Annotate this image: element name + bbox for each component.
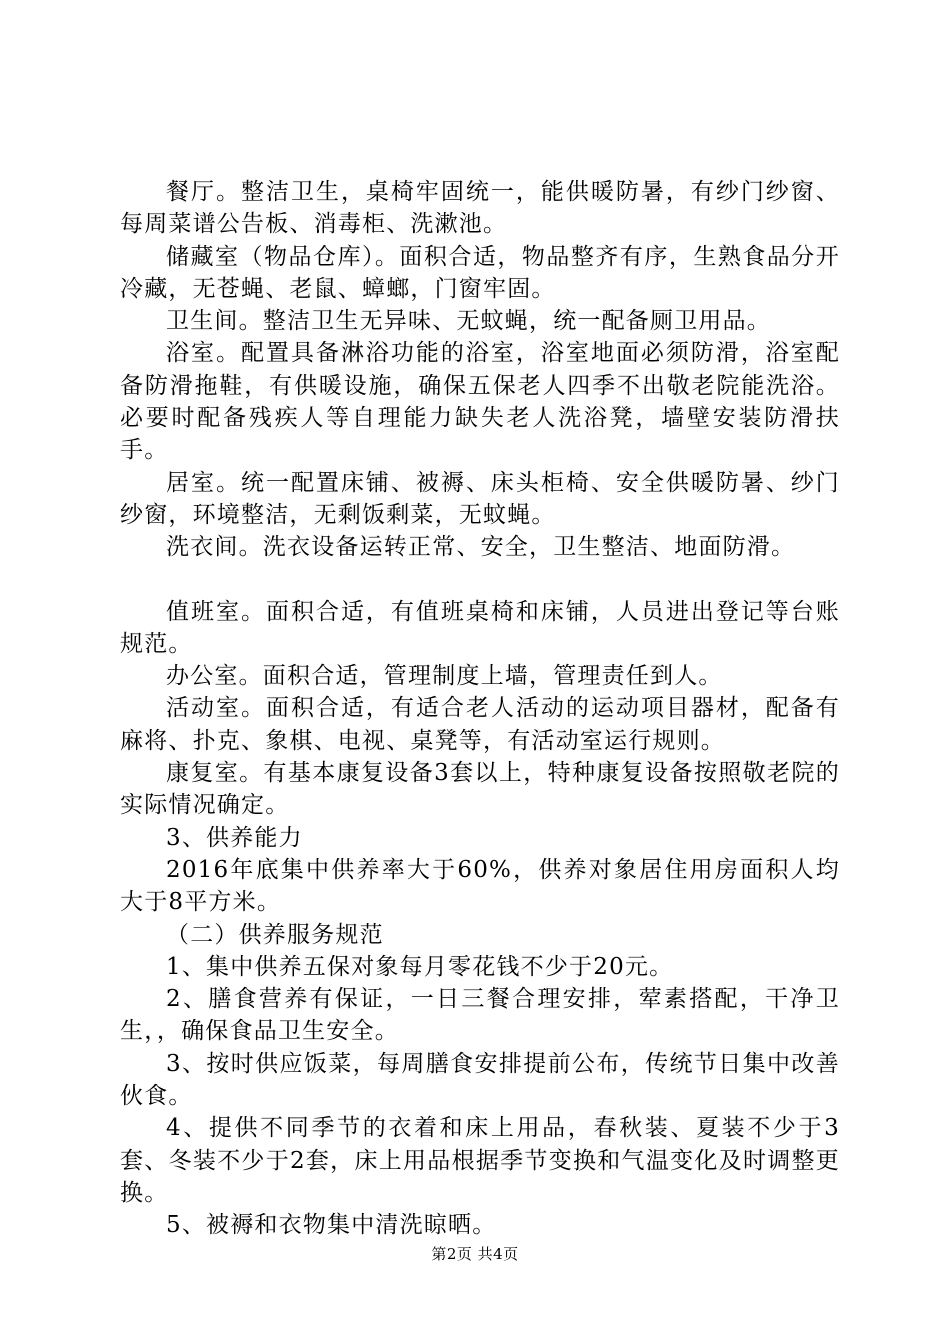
body-text <box>120 176 840 1242</box>
paragraph-rehab-room: 康复室。有基本康复设备3套以上，特种康复设备按照敬老院的实际情况确定。 <box>120 760 840 819</box>
paragraph-support-rate: 2016年底集中供养率大于60%，供养对象居住用房面积人均大于8平方米。 <box>120 856 840 916</box>
heading-service-standards: （二）供养服务规范 <box>166 921 384 948</box>
paragraph-bedroom: 居室。统一配置床铺、被褥、床头柜椅、安全供暖防暑、纱门纱窗，环境整洁，无剩饭剩菜，无蚊蝇。 <box>120 469 840 528</box>
page-footer: 第2页 共4页 <box>431 1245 519 1263</box>
item-clothing: 4、提供不同季节的衣着和床上用品，春秋装、夏装不少于3套、冬装不少于2套，床上用品根据季节变换和气温变化及时调整更换。 <box>120 1115 840 1206</box>
paragraph-restroom: 卫生间。整洁卫生无异味、无蚊蝇，统一配备厕卫用品。 <box>166 308 771 335</box>
paragraph-bathroom: 浴室。配置具备淋浴功能的浴室，浴室地面必须防滑，浴室配备防滑拖鞋，有供暖设施，确保五保老人四季不出敬老院能洗浴。必要时配备残疾人等自理能力缺失老人洗浴凳，墙壁安装防滑扶手。 <box>120 340 840 464</box>
item-food-supply: 3、按时供应饭菜，每周膳食安排提前公布，传统节日集中改善伙食。 <box>120 1050 840 1110</box>
item-meals: 2、膳食营养有保证，一日三餐合理安排，荤素搭配，干净卫生，，确保食品卫生安全。 <box>120 986 840 1045</box>
paragraph-activity-room: 活动室。面积合适，有适合老人活动的运动项目器材，配备有麻将、扑克、象棋、电视、桌凳等，有活动室运行规则。 <box>120 695 840 754</box>
paragraph-duty-room: 值班室。面积合适，有值班桌椅和床铺，人员进出登记等台账规范。 <box>120 598 840 657</box>
heading-support-capacity: 3、供养能力 <box>166 824 303 851</box>
paragraph-storage-room: 储藏室（物品仓库）。面积合适，物品整齐有序，生熟食品分开冷藏，无苍蝇、老鼠、蟑螂，门窗牢固。 <box>120 243 840 302</box>
paragraph-laundry: 洗衣间。洗衣设备运转正常、安全，卫生整洁、地面防滑。 <box>166 534 796 561</box>
blank-line <box>120 564 840 596</box>
paragraph-dining-hall: 餐厅。整洁卫生，桌椅牢固统一，能供暖防暑，有纱门纱窗、每周菜谱公告板、消毒柜、洗漱池。 <box>120 179 840 238</box>
item-washing: 5、被褥和衣物集中清洗晾晒。 <box>166 1212 497 1239</box>
paragraph-office: 办公室。面积合适，管理制度上墙，管理责任到人。 <box>166 663 723 690</box>
item-pocket-money: 1、集中供养五保对象每月零花钱不少于20元。 <box>166 953 674 980</box>
